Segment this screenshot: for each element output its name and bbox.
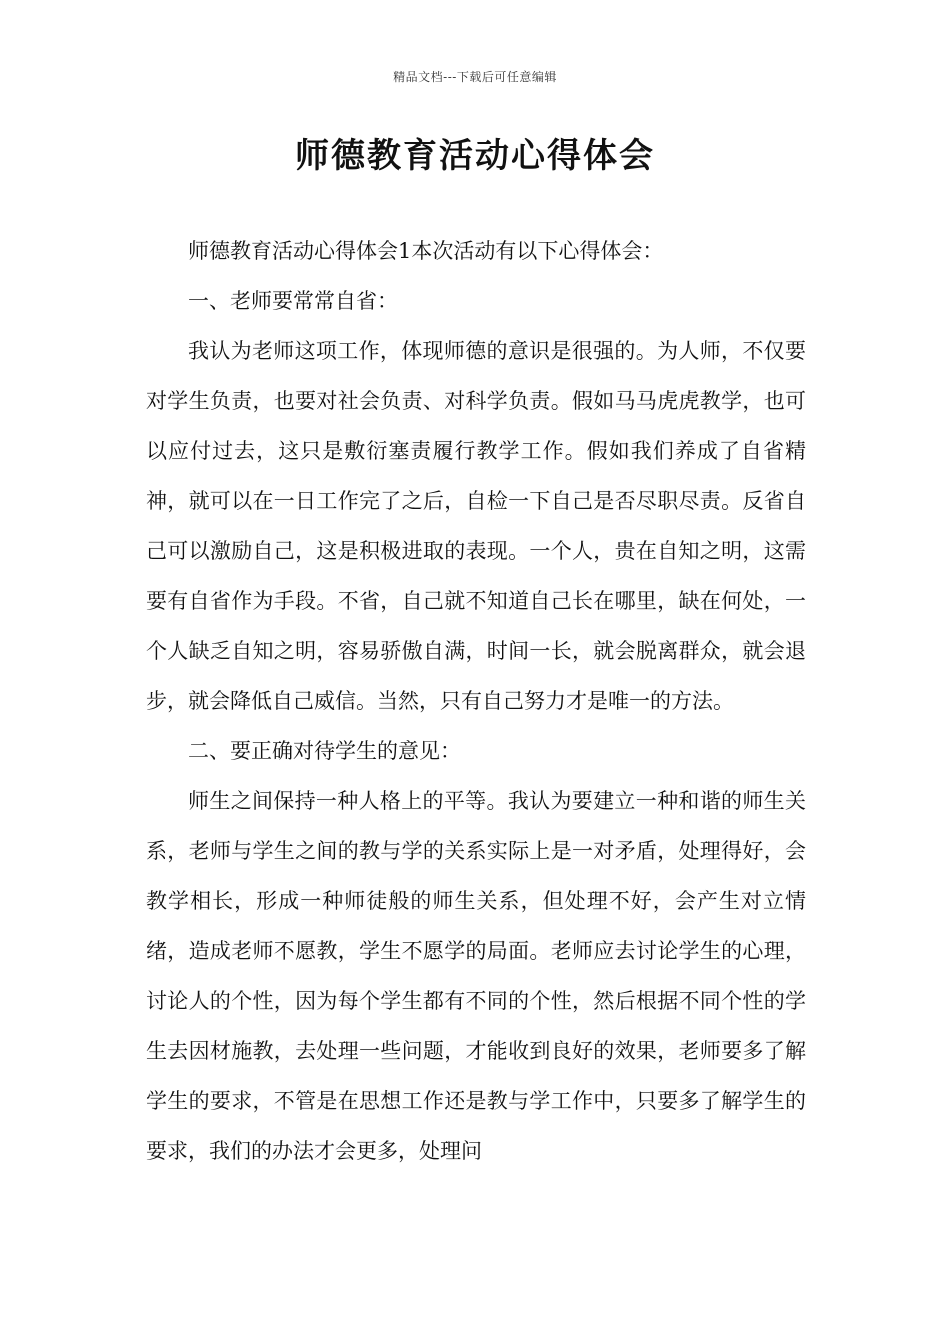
- header-note: 精品文档---下载后可任意编辑: [393, 70, 557, 84]
- section-heading-2: 二、要正确对待学生的意见：: [188, 739, 461, 763]
- section-heading-1: 一、老师要常常自省：: [188, 289, 398, 313]
- document-title: 师德教育活动心得体会: [295, 136, 655, 176]
- paragraph-section-1: 我认为老师这项工作，体现师德的意识是很强的。为人师，不仅要对学生负责，也要对社会负责、对科学负责。假如马马虎虎教学，也可以应付过去，这只是敷衍塞责履行教学工作。假如我们养成了自省精神，就可以在一日工作完了之后，自检一下自己是否尽职尽责。反省自己可以激励自己，这是积极进取的表现。一个人，贵在自知之明，这需要有自省作为手段。不省，自己就不知道自己长在哪里，缺在何处，一个人缺乏自知之明，容易骄傲自满，时间一长，就会脱离群众，就会退步，就会降低自己威信。当然，只有自己努力才是唯一的方法。: [146, 339, 806, 713]
- document-body: [146, 226, 806, 1176]
- paragraph-intro: 师德教育活动心得体会1本次活动有以下心得体会：: [188, 239, 664, 263]
- paragraph-section-2: 师生之间保持一种人格上的平等。我认为要建立一种和谐的师生关系，老师与学生之间的教与学的关系实际上是一对矛盾，处理得好，会教学相长，形成一种师徒般的师生关系，但处理不好，会产生对立情绪，造成老师不愿教，学生不愿学的局面。老师应去讨论学生的心理，讨论人的个性，因为每个学生都有不同的个性，然后根据不同个性的学生去因材施教，去处理一些问题，才能收到良好的效果，老师要多了解学生的要求，不管是在思想工作还是教与学工作中，只要多了解学生的要求，我们的办法才会更多，处理问: [146, 789, 806, 1163]
